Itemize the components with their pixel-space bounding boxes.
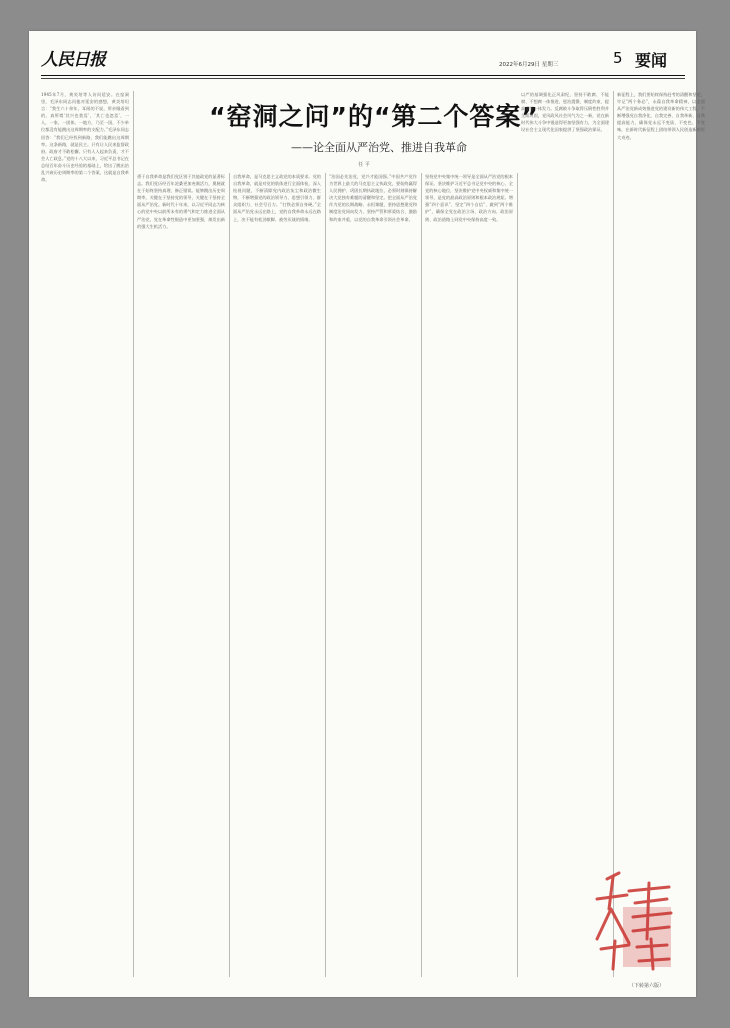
masthead-rule-thin [41,78,685,79]
article-column-7: 新征程上，我们要始终保持赶考的清醒和坚定，牢记“两个务必”，永葆自我革命精神，以全面从严治党新成效推进党的建设新的伟大工程，不断增强党自我净化、自我完善、自我革新、自我提高能力，确保党永远不变质、不变色、不变味，在新时代新征程上团结带领人民创造新的更大奇迹。 [617,92,705,140]
page-number: 5 [613,49,623,67]
article-subhead: ——论全面从严治党、推进自我革命 [291,141,467,154]
red-seal-watermark-icon [589,869,675,975]
masthead [41,43,685,73]
newspaper-page [29,31,705,997]
article-column-2: 勇于自我革命是我们党区别于其他政党的显著标志。我们党历经百年沧桑更加充满活力，奥秘就在于始终坚持真理、修正错误。能够跳出历史周期率，关键在于坚持党的领导，关键在于坚持全面从严治党。新时代十年来，以习近平同志为核心的党中央以前所未有的勇气和定力推进全面从严治党，党在革命性锻造中更加坚强，焕发出新的强大生机活力。 [137,174,225,229]
section-label: 要闻 [635,51,668,70]
column-divider [613,91,614,977]
masthead-rule [41,75,685,76]
column-divider [325,173,326,977]
article-column-6: 以严的基调强化正风肃纪，坚持不敢腐、不能腐、不想腐一体推进，惩治震慑、制度约束、提高觉悟一体发力。反腐败斗争取得压倒性胜利并全面巩固，党风政风社会风气为之一新，党在新时代伟大斗争中锻造得更加坚强有力，为全面建设社会主义现代化国家提供了坚强政治保证。 [521,92,609,133]
article-headline: “窑洞之问”的“第二个答案” [209,102,539,131]
article-column-5: 坚持党中央集中统一领导是全面从严治党的根本保证。坚决维护习近平总书记党中央的核心、全党的核心地位，坚决维护党中央权威和集中统一领导，是党的最高政治原则和根本政治规矩。增强“四个意识”、坚定“四个自信”、做到“两个维护”，确保全党在政治立场、政治方向、政治原则、政治道路上同党中央保持高度一致。 [425,174,513,222]
article-column-4: “治国必先治党，党兴才能国强。”中国共产党作为世界上最大的马克思主义执政党，要始终赢得人民拥护、巩固长期执政地位，必须时刻保持解决大党独有难题的清醒和坚定。把全面从严治党作为党的长期战略、永恒课题，坚持思想建党和制度治党同向发力，坚持严管和厚爱结合、激励和约束并重，以党的自我革命引领社会革命。 [329,174,417,222]
continued-note: （下转第六版） [629,983,665,989]
column-divider [133,91,134,977]
article-column-3: 自我革命，是马克思主义政党的本质要求。党的自我革命，就是对党的肌体进行全面体检，深入检视问题，不断清除党内政治灰尘和政治微生物，不断增强党的政治领导力、思想引领力、群众组织力、社会号召力。“打铁必须自身硬。”全面从严治党永远在路上，党的自我革命永远在路上，决不能有松劲歇脚、疲劳厌战的情绪。 [233,174,321,222]
dateline: 2022年6月29日 星期三 [499,62,559,68]
article-byline: 任 平 [358,162,370,168]
column-divider [229,173,230,977]
article-column-1: 1945年7月，黄炎培等人访问延安。在窑洞里，毛泽东同志问他对延安的感想，黄炎培坦言：“我生六十余年，耳闻的不说，所亲眼看到的，真所谓‘其兴也勃焉’，‘其亡也忽焉’，一人，一家，一团体，一地方，乃至一国，不少单位都没有能跳出这周期率的支配力。”毛泽东同志回答：“我们已经找到新路，我们能跳出这周期率。这条新路，就是民主。只有让人民来监督政府，政府才不敢松懈。只有人人起来负责，才不会人亡政息。”党的十八大以来，习近平总书记在总结百年奋斗历史经验的基础上，给出了跳出治乱兴衰历史周期率的第二个答案，这就是自我革命。 [41,92,129,183]
column-divider [517,173,518,977]
column-divider [421,173,422,977]
newspaper-logo: 人民日报 [41,50,105,70]
